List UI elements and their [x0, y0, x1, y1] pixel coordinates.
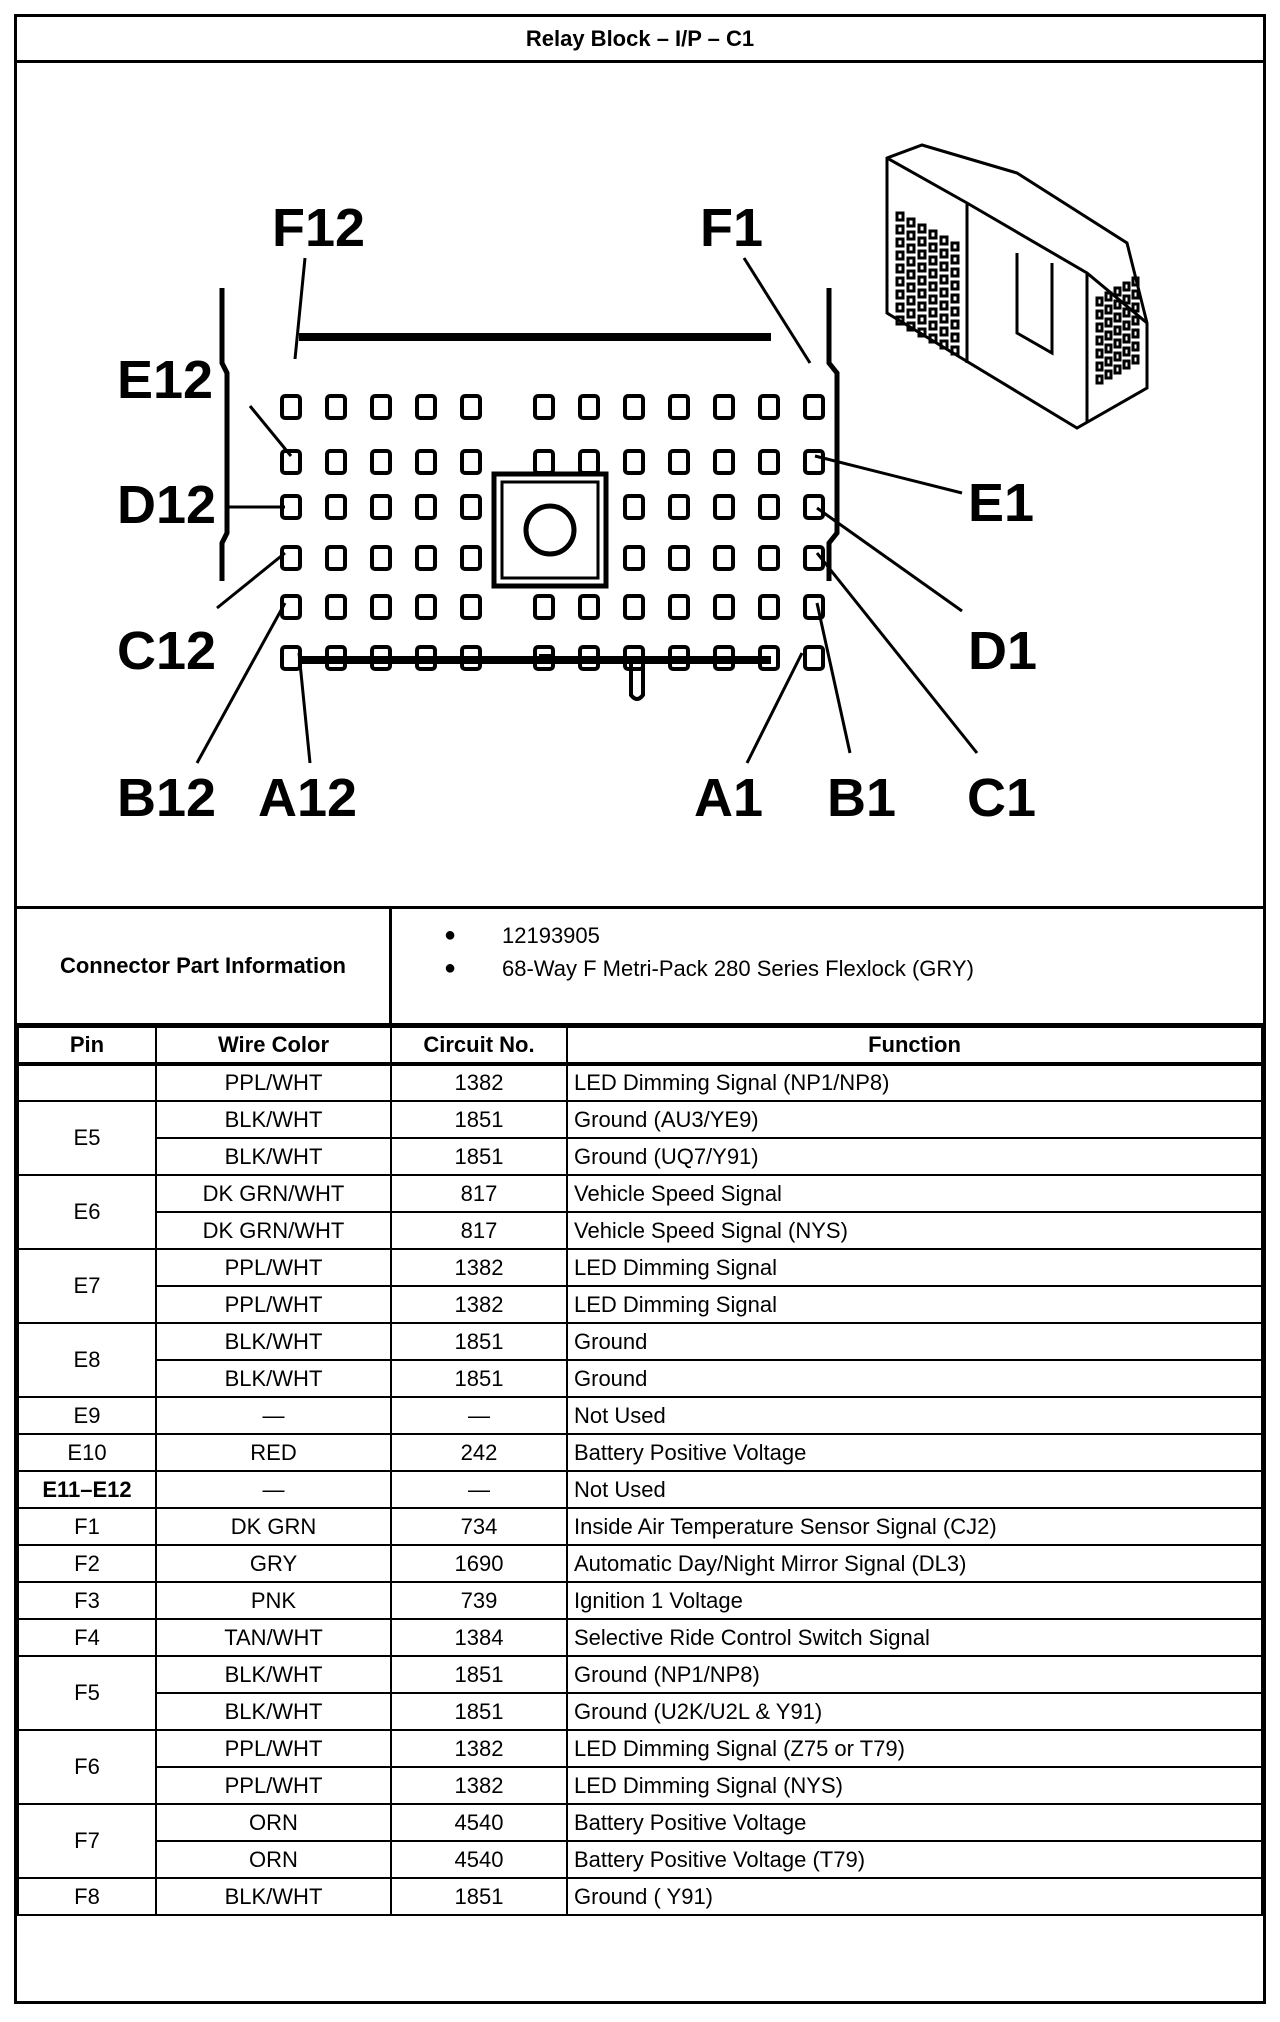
table-row	[18, 1508, 1262, 1545]
page-title: Relay Block – I/P – C1	[17, 17, 1263, 63]
wire-color-cell: BLK/WHT	[156, 1323, 391, 1360]
label-F1: F1	[700, 198, 764, 258]
table-row	[18, 1212, 1262, 1249]
pin-cavity	[535, 396, 553, 418]
iso-pin-hole	[1106, 306, 1111, 313]
table-row	[18, 1138, 1262, 1175]
label-C12: C12	[117, 621, 217, 681]
iso-pin-hole	[1133, 304, 1138, 311]
connector-3d-illustration	[887, 145, 1147, 428]
table-row	[18, 1619, 1262, 1656]
circuit-cell: 1851	[391, 1656, 567, 1693]
circuit-cell: 1690	[391, 1545, 567, 1582]
iso-pin-hole	[1097, 337, 1102, 344]
part-info-list	[392, 909, 1263, 1023]
iso-pin-hole	[1115, 353, 1120, 360]
function-cell: Battery Positive Voltage	[567, 1434, 1262, 1471]
pin-cavity	[805, 647, 823, 669]
iso-pin-hole	[897, 265, 903, 272]
circuit-cell: 1384	[391, 1619, 567, 1656]
iso-pin-hole	[897, 304, 903, 311]
wire-color-cell: ORN	[156, 1804, 391, 1841]
iso-pin-hole	[908, 219, 914, 226]
wire-color-cell: PPL/WHT	[156, 1249, 391, 1286]
iso-pin-hole	[930, 257, 936, 264]
iso-pin-hole	[908, 310, 914, 317]
iso-pin-hole	[941, 315, 947, 322]
iso-pin-hole	[897, 226, 903, 233]
iso-pin-hole	[941, 341, 947, 348]
iso-pin-hole	[930, 244, 936, 251]
iso-pin-hole	[1106, 332, 1111, 339]
connector-sheet	[14, 14, 1266, 2004]
pin-cavity	[715, 547, 733, 569]
wire-color-cell: RED	[156, 1434, 391, 1471]
table-row	[18, 1360, 1262, 1397]
function-cell: Not Used	[567, 1397, 1262, 1434]
pin-cavity	[462, 396, 480, 418]
pin-cavity	[282, 596, 300, 618]
iso-pin-hole	[1115, 340, 1120, 347]
iso-pin-hole	[952, 282, 958, 289]
pin-cavity	[625, 596, 643, 618]
pin-cell: F5	[18, 1656, 156, 1730]
iso-pin-hole	[908, 232, 914, 239]
pin-cavity	[535, 596, 553, 618]
wire-color-cell: PNK	[156, 1582, 391, 1619]
circuit-cell: 1382	[391, 1064, 567, 1101]
wire-color-cell: DK GRN/WHT	[156, 1212, 391, 1249]
pin-cavity	[715, 396, 733, 418]
pin-cell	[18, 1064, 156, 1101]
circuit-cell: 1382	[391, 1767, 567, 1804]
pin-cell: F6	[18, 1730, 156, 1804]
iso-pin-hole	[1106, 293, 1111, 300]
function-cell: Ground (UQ7/Y91)	[567, 1138, 1262, 1175]
iso-pin-hole	[1124, 309, 1129, 316]
pin-cell: E8	[18, 1323, 156, 1397]
pin-cavity	[372, 451, 390, 473]
iso-pin-hole	[919, 225, 925, 232]
wire-color-cell: BLK/WHT	[156, 1878, 391, 1915]
iso-pin-hole	[952, 308, 958, 315]
iso-pin-hole	[1124, 296, 1129, 303]
pin-cavity	[462, 451, 480, 473]
pin-cavity	[625, 396, 643, 418]
circuit-cell: 817	[391, 1212, 567, 1249]
iso-pin-hole	[897, 278, 903, 285]
pin-cavity	[760, 496, 778, 518]
pin-cavity	[417, 547, 435, 569]
circuit-cell: 739	[391, 1582, 567, 1619]
pin-cavity	[417, 396, 435, 418]
circuit-cell: 1382	[391, 1249, 567, 1286]
pin-cell: E9	[18, 1397, 156, 1434]
pin-cavity	[670, 396, 688, 418]
pin-cavity	[580, 596, 598, 618]
function-cell: Ground (NP1/NP8)	[567, 1656, 1262, 1693]
pin-cavity	[670, 451, 688, 473]
iso-pin-hole	[952, 321, 958, 328]
pin-cavity	[462, 547, 480, 569]
pin-cavity	[670, 596, 688, 618]
pin-cell: F8	[18, 1878, 156, 1915]
table-row	[18, 1767, 1262, 1804]
pin-cavity	[417, 496, 435, 518]
wire-color-cell: DK GRN/WHT	[156, 1175, 391, 1212]
table-row	[18, 1471, 1262, 1508]
iso-pin-hole	[1106, 358, 1111, 365]
iso-pin-hole	[897, 252, 903, 259]
iso-pin-hole	[1097, 363, 1102, 370]
iso-pin-hole	[941, 276, 947, 283]
wire-color-cell: PPL/WHT	[156, 1286, 391, 1323]
pin-cavity	[372, 547, 390, 569]
pinout-table-body	[18, 1064, 1262, 1915]
connector-diagram	[17, 63, 1263, 909]
label-C1: C1	[967, 768, 1037, 828]
table-row	[18, 1434, 1262, 1471]
iso-pin-hole	[1097, 324, 1102, 331]
pin-cavity	[327, 496, 345, 518]
wire-color-cell: ORN	[156, 1841, 391, 1878]
wire-color-cell: —	[156, 1471, 391, 1508]
iso-pin-hole	[919, 316, 925, 323]
iso-pin-hole	[908, 271, 914, 278]
iso-pin-hole	[919, 277, 925, 284]
table-row	[18, 1175, 1262, 1212]
table-row	[18, 1064, 1262, 1101]
pin-cell: F2	[18, 1545, 156, 1582]
circuit-cell: 4540	[391, 1804, 567, 1841]
pin-cavity	[282, 547, 300, 569]
iso-pin-hole	[1115, 366, 1120, 373]
iso-pin-hole	[1106, 345, 1111, 352]
iso-pin-hole	[897, 291, 903, 298]
pin-cavity	[372, 496, 390, 518]
function-cell: Battery Positive Voltage (T79)	[567, 1841, 1262, 1878]
iso-pin-hole	[908, 284, 914, 291]
iso-pin-hole	[941, 328, 947, 335]
part-info-item	[392, 952, 1263, 985]
label-B1: B1	[827, 768, 897, 828]
connector-description: 68-Way F Metri-Pack 280 Series Flexlock (GRY)	[502, 955, 974, 981]
table-row	[18, 1804, 1262, 1841]
iso-pin-hole	[930, 322, 936, 329]
pin-cell: F1	[18, 1508, 156, 1545]
iso-pin-hole	[919, 264, 925, 271]
iso-pin-hole	[941, 263, 947, 270]
iso-pin-hole	[930, 335, 936, 342]
iso-pin-hole	[1115, 301, 1120, 308]
pin-cavity	[327, 547, 345, 569]
bullet-icon: ●	[444, 924, 457, 946]
iso-pin-hole	[1133, 291, 1138, 298]
iso-pin-hole	[1106, 319, 1111, 326]
header-pin: Pin	[18, 1027, 156, 1064]
wire-color-cell: PPL/WHT	[156, 1064, 391, 1101]
iso-pin-hole	[1097, 311, 1102, 318]
wire-color-cell: DK GRN	[156, 1508, 391, 1545]
circuit-cell: —	[391, 1471, 567, 1508]
pin-cavity	[327, 396, 345, 418]
pin-cavity	[625, 496, 643, 518]
label-A1: A1	[694, 768, 764, 828]
pin-grid	[282, 396, 823, 669]
header-function: Function	[567, 1027, 1262, 1064]
wire-color-cell: PPL/WHT	[156, 1767, 391, 1804]
pin-cavity	[805, 451, 823, 473]
label-B12: B12	[117, 768, 217, 828]
iso-pin-hole	[930, 283, 936, 290]
iso-pin-hole	[897, 239, 903, 246]
pin-cavity	[760, 451, 778, 473]
iso-pin-hole	[908, 258, 914, 265]
function-cell: Ground	[567, 1323, 1262, 1360]
pin-cell: F7	[18, 1804, 156, 1878]
pin-cell: E5	[18, 1101, 156, 1175]
iso-pin-hole	[1133, 317, 1138, 324]
function-cell: Vehicle Speed Signal	[567, 1175, 1262, 1212]
function-cell: LED Dimming Signal	[567, 1286, 1262, 1323]
pin-cavity	[760, 596, 778, 618]
iso-pin-hole	[1106, 371, 1111, 378]
table-row	[18, 1397, 1262, 1434]
iso-pin-hole	[1124, 283, 1129, 290]
circuit-cell: 1382	[391, 1730, 567, 1767]
table-row	[18, 1582, 1262, 1619]
pin-cell: F3	[18, 1582, 156, 1619]
pin-cavity	[580, 451, 598, 473]
circuit-cell: 734	[391, 1508, 567, 1545]
iso-pin-hole	[930, 296, 936, 303]
function-cell: Automatic Day/Night Mirror Signal (DL3)	[567, 1545, 1262, 1582]
connector-part-info	[17, 909, 1263, 1026]
pin-cavity	[462, 496, 480, 518]
iso-pin-hole	[908, 297, 914, 304]
wire-color-cell: —	[156, 1397, 391, 1434]
pin-cavity	[715, 596, 733, 618]
iso-pin-hole	[952, 334, 958, 341]
table-header-row	[18, 1027, 1262, 1064]
pin-cavity	[715, 496, 733, 518]
function-cell: Vehicle Speed Signal (NYS)	[567, 1212, 1262, 1249]
iso-pin-hole	[952, 295, 958, 302]
pin-cavity	[670, 496, 688, 518]
table-row	[18, 1323, 1262, 1360]
iso-pin-hole	[1133, 356, 1138, 363]
function-cell: Battery Positive Voltage	[567, 1804, 1262, 1841]
pin-cavity	[327, 451, 345, 473]
function-cell: Ground	[567, 1360, 1262, 1397]
table-row	[18, 1878, 1262, 1915]
pin-cavity	[625, 547, 643, 569]
pin-cavity	[580, 396, 598, 418]
iso-pin-hole	[1115, 314, 1120, 321]
iso-pin-hole	[930, 270, 936, 277]
pin-cell: E7	[18, 1249, 156, 1323]
label-F12: F12	[272, 198, 366, 258]
pin-cavity	[282, 396, 300, 418]
table-row	[18, 1101, 1262, 1138]
function-cell: Selective Ride Control Switch Signal	[567, 1619, 1262, 1656]
iso-pin-hole	[1097, 298, 1102, 305]
label-E1: E1	[968, 473, 1035, 533]
circuit-cell: 1851	[391, 1138, 567, 1175]
pin-cavity	[417, 451, 435, 473]
function-cell: Ground ( Y91)	[567, 1878, 1262, 1915]
iso-pin-hole	[952, 243, 958, 250]
circuit-cell: 1851	[391, 1101, 567, 1138]
iso-pin-hole	[952, 269, 958, 276]
pin-cavity	[760, 396, 778, 418]
wire-color-cell: GRY	[156, 1545, 391, 1582]
part-info-label: Connector Part Information	[17, 909, 392, 1023]
pin-cavity	[417, 596, 435, 618]
circuit-cell: 1851	[391, 1360, 567, 1397]
wire-color-cell: BLK/WHT	[156, 1693, 391, 1730]
function-cell: LED Dimming Signal (Z75 or T79)	[567, 1730, 1262, 1767]
pin-cell: E10	[18, 1434, 156, 1471]
circuit-cell: 242	[391, 1434, 567, 1471]
wire-color-cell: BLK/WHT	[156, 1656, 391, 1693]
circuit-cell: 1851	[391, 1693, 567, 1730]
table-row	[18, 1730, 1262, 1767]
iso-pin-hole	[941, 250, 947, 257]
iso-pin-hole	[897, 213, 903, 220]
iso-pin-hole	[919, 251, 925, 258]
connector-face-drawing	[17, 63, 1263, 906]
function-cell: Ignition 1 Voltage	[567, 1582, 1262, 1619]
iso-pin-hole	[1097, 376, 1102, 383]
part-number: 12193905	[502, 922, 600, 948]
pin-cavity	[670, 547, 688, 569]
wire-color-cell: BLK/WHT	[156, 1360, 391, 1397]
function-cell: Not Used	[567, 1471, 1262, 1508]
function-cell: Ground (U2K/U2L & Y91)	[567, 1693, 1262, 1730]
pin-cavity	[372, 396, 390, 418]
pin-cavity	[282, 647, 300, 669]
label-E12: E12	[117, 350, 214, 410]
header-circuit-no: Circuit No.	[391, 1027, 567, 1064]
iso-pin-hole	[941, 289, 947, 296]
iso-pin-hole	[1133, 343, 1138, 350]
circuit-cell: 1851	[391, 1323, 567, 1360]
iso-pin-hole	[952, 347, 958, 354]
iso-pin-hole	[1097, 350, 1102, 357]
pin-cavity	[327, 596, 345, 618]
iso-pin-hole	[941, 302, 947, 309]
label-D1: D1	[968, 621, 1038, 681]
pin-cavity	[625, 451, 643, 473]
function-cell: LED Dimming Signal (NYS)	[567, 1767, 1262, 1804]
iso-pin-hole	[1124, 361, 1129, 368]
wire-color-cell: BLK/WHT	[156, 1138, 391, 1175]
label-A12: A12	[258, 768, 358, 828]
iso-pin-hole	[919, 238, 925, 245]
iso-pin-hole	[919, 290, 925, 297]
circuit-cell: 817	[391, 1175, 567, 1212]
pin-cell: E6	[18, 1175, 156, 1249]
circuit-cell: —	[391, 1397, 567, 1434]
function-cell: LED Dimming Signal	[567, 1249, 1262, 1286]
pin-cavity	[805, 396, 823, 418]
pin-cavity	[372, 596, 390, 618]
iso-pin-hole	[952, 256, 958, 263]
table-row	[18, 1286, 1262, 1323]
iso-pin-hole	[1115, 327, 1120, 334]
table-row	[18, 1841, 1262, 1878]
iso-pin-hole	[1124, 322, 1129, 329]
function-cell: Ground (AU3/YE9)	[567, 1101, 1262, 1138]
wire-color-cell: TAN/WHT	[156, 1619, 391, 1656]
pin-cavity	[805, 496, 823, 518]
table-row	[18, 1545, 1262, 1582]
table-row	[18, 1693, 1262, 1730]
part-info-item	[392, 919, 1263, 952]
wire-color-cell: BLK/WHT	[156, 1101, 391, 1138]
iso-pin-hole	[930, 231, 936, 238]
iso-pin-hole	[1115, 288, 1120, 295]
pin-cell: F4	[18, 1619, 156, 1656]
label-D12: D12	[117, 475, 217, 535]
function-cell: Inside Air Temperature Sensor Signal (CJ2)	[567, 1508, 1262, 1545]
pin-cavity	[462, 596, 480, 618]
pin-cavity	[760, 547, 778, 569]
table-row	[18, 1656, 1262, 1693]
bullet-icon: ●	[444, 957, 457, 979]
pin-cell: E11–E12	[18, 1471, 156, 1508]
table-row	[18, 1249, 1262, 1286]
pin-cavity	[715, 451, 733, 473]
header-wire-color: Wire Color	[156, 1027, 391, 1064]
iso-pin-hole	[919, 303, 925, 310]
wire-color-cell: PPL/WHT	[156, 1730, 391, 1767]
circuit-cell: 1851	[391, 1878, 567, 1915]
iso-pin-hole	[1124, 335, 1129, 342]
iso-pin-hole	[930, 309, 936, 316]
circuit-cell: 1382	[391, 1286, 567, 1323]
pin-cavity	[535, 451, 553, 473]
function-cell: LED Dimming Signal (NP1/NP8)	[567, 1064, 1262, 1101]
iso-pin-hole	[908, 245, 914, 252]
circuit-cell: 4540	[391, 1841, 567, 1878]
iso-pin-hole	[1124, 348, 1129, 355]
iso-pin-hole	[1133, 330, 1138, 337]
iso-pin-hole	[941, 237, 947, 244]
pinout-table	[17, 1026, 1263, 1916]
